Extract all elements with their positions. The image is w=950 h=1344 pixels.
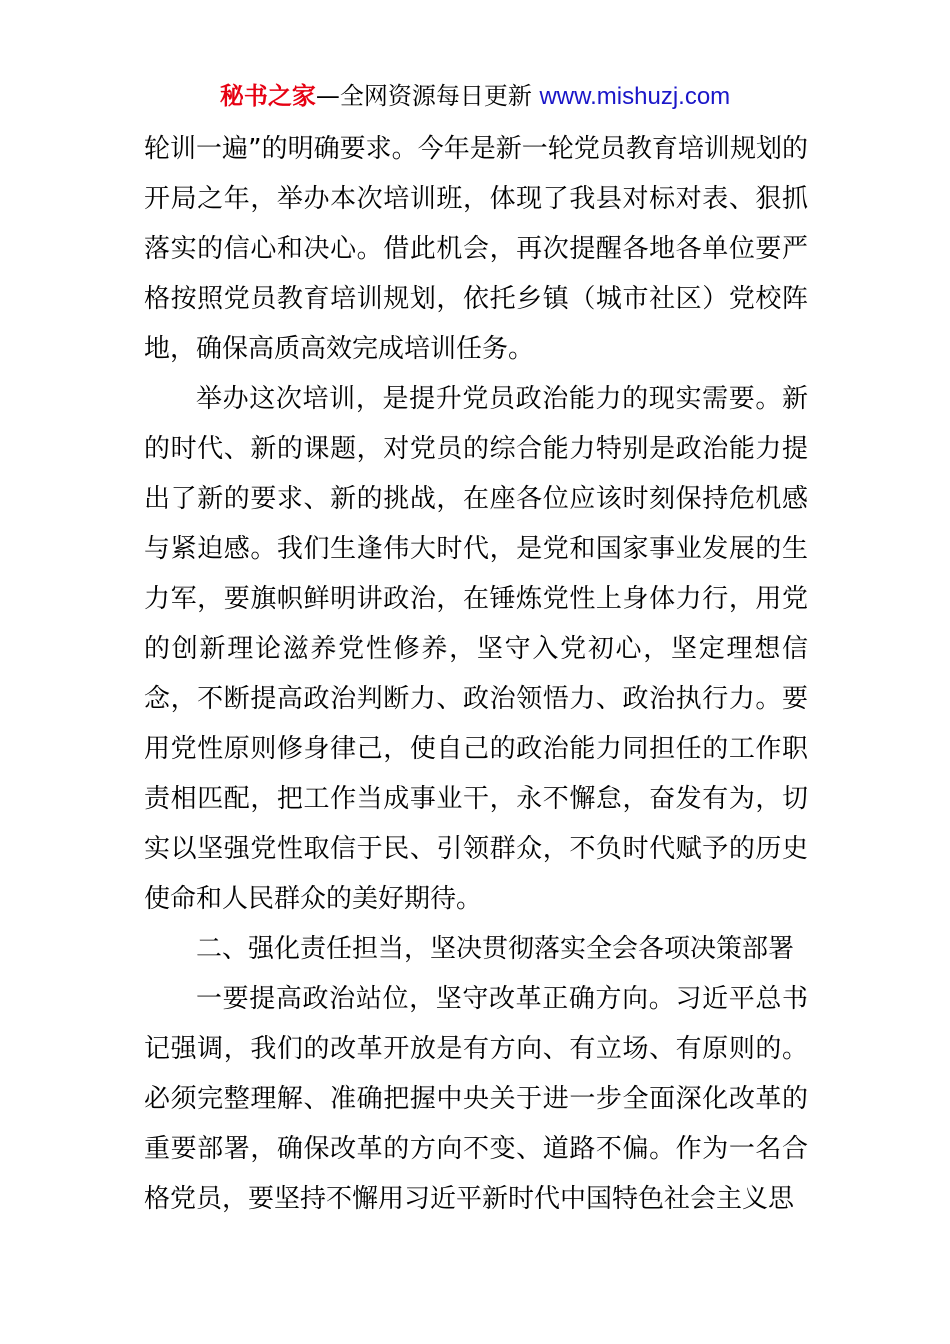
document-body bbox=[144, 124, 808, 1224]
site-tagline: —全网资源每日更新 bbox=[315, 82, 540, 110]
site-url-link[interactable]: www.mishuzj.com bbox=[539, 83, 731, 110]
section-heading: 二、强化责任担当，坚决贯彻落实全会各项决策部署 bbox=[196, 934, 795, 964]
site-brand: 秘书之家 bbox=[219, 82, 316, 110]
paragraph-political-stance: 一要提高政治站位，坚守改革正确方向。习近平总书记强调，我们的改革开放是有方向、有立场、有原则的。必须完整理解、准确把握中央关于进一步全面深化改革的重要部署，确保改革的方向不变、道路不偏。作为一名合格党员，要坚持不懈用习近平新时代中国特色社会主义思 bbox=[144, 984, 808, 1214]
paragraph-continuation: 轮训一遍”的明确要求。今年是新一轮党员教育培训规划的开局之年，举办本次培训班，体现了我县对标对表、狠抓落实的信心和决心。借此机会，再次提醒各地各单位要严格按照党员教育培训规划，依托乡镇（城市社区）党校阵地，确保高质高效完成培训任务。 bbox=[144, 134, 808, 364]
paragraph-training-purpose: 举办这次培训，是提升党员政治能力的现实需要。新的时代、新的课题，对党员的综合能力特别是政治能力提出了新的要求、新的挑战，在座各位应该时刻保持危机感与紧迫感。我们生逢伟大时代，是党和国家事业发展的生力军，要旗帜鲜明讲政治，在锤炼党性上身体力行，用党的创新理论滋养党性修养，坚守入党初心，坚定理想信念，不断提高政治判断力、政治领悟力、政治执行力。要用党性原则修身律己，使自己的政治能力同担任的工作职责相匹配，把工作当成事业干，永不懈怠，奋发有为，切实以坚强党性取信于民、引领群众，不负时代赋予的历史使命和人民群众的美好期待。 bbox=[144, 384, 808, 914]
site-header bbox=[0, 78, 950, 115]
